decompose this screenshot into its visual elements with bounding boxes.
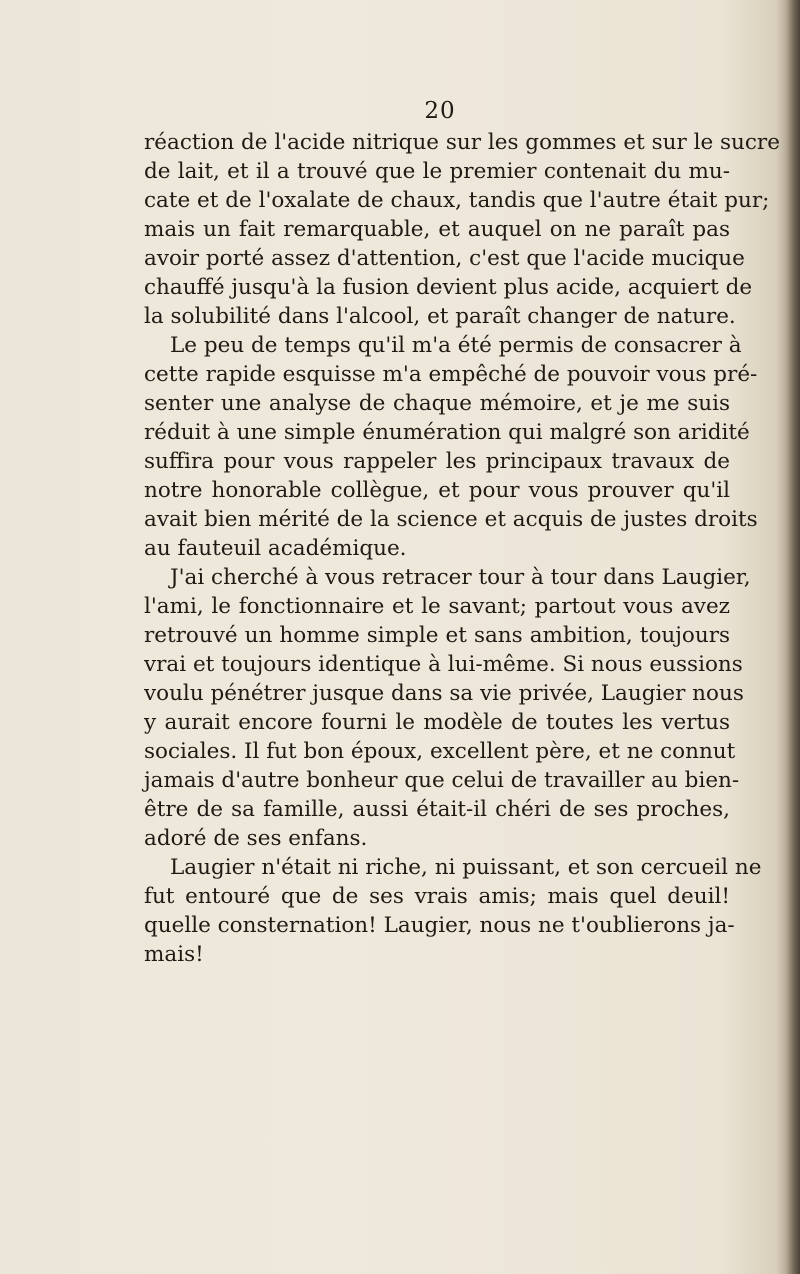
text-line: suffira pour vous rappeler les principaux travaux de [144, 449, 730, 474]
text-line: adoré de ses enfans. [144, 826, 368, 851]
text-line: senter une analyse de chaque mémoire, et je me suis [144, 391, 730, 416]
text-line: sociales. Il fut bon époux, excellent père, et ne connut [144, 739, 736, 764]
text-line: mais un fait remarquable, et auquel on ne paraît pas [144, 217, 730, 242]
text-line: Le peu de temps qu'il m'a été permis de consacrer à [170, 333, 742, 358]
text-line: fut entouré que de ses vrais amis; mais quel deuil! [144, 884, 730, 909]
text-line: la solubilité dans l'alcool, et paraît changer de nature. [144, 304, 736, 329]
text-line: mais! [144, 942, 204, 967]
text-line: être de sa famille, aussi était-il chéri de ses proches, [144, 797, 730, 822]
text-line: quelle consternation! Laugier, nous ne t'oublierons ja- [144, 913, 735, 938]
body-text [144, 128, 780, 969]
text-line: J'ai cherché à vous retracer tour à tour dans Laugier, [170, 565, 751, 590]
text-line: jamais d'autre bonheur que celui de travailler au bien- [144, 768, 740, 793]
text-line: notre honorable collègue, et pour vous prouver qu'il [144, 478, 730, 503]
page-number: 20 [424, 98, 456, 124]
text-line: retrouvé un homme simple et sans ambition, toujours [144, 623, 730, 648]
text-line: cate et de l'oxalate de chaux, tandis que l'autre était pur; [144, 188, 770, 213]
text-line: avait bien mérité de la science et acquis de justes droits [144, 507, 758, 532]
text-line: réaction de l'acide nitrique sur les gommes et sur le sucre [144, 130, 780, 155]
text-line: vrai et toujours identique à lui-même. Si nous eussions [144, 652, 743, 677]
text-line: voulu pénétrer jusque dans sa vie privée, Laugier nous [144, 681, 744, 706]
text-line: réduit à une simple énumération qui malgré son aridité [144, 420, 750, 445]
text-line: y aurait encore fourni le modèle de toutes les vertus [144, 710, 730, 735]
text-line: chauffé jusqu'à la fusion devient plus acide, acquiert de [144, 275, 753, 300]
text-line: cette rapide esquisse m'a empêché de pouvoir vous pré- [144, 362, 758, 387]
text-line: au fauteuil académique. [144, 536, 407, 561]
text-line: de lait, et il a trouvé que le premier contenait du mu- [144, 159, 730, 184]
text-line: l'ami, le fonctionnaire et le savant; partout vous avez [144, 594, 730, 619]
book-spine-shadow [786, 0, 800, 1274]
text-line: avoir porté assez d'attention, c'est que l'acide mucique [144, 246, 745, 271]
text-line: Laugier n'était ni riche, ni puissant, et son cercueil ne [170, 855, 762, 880]
